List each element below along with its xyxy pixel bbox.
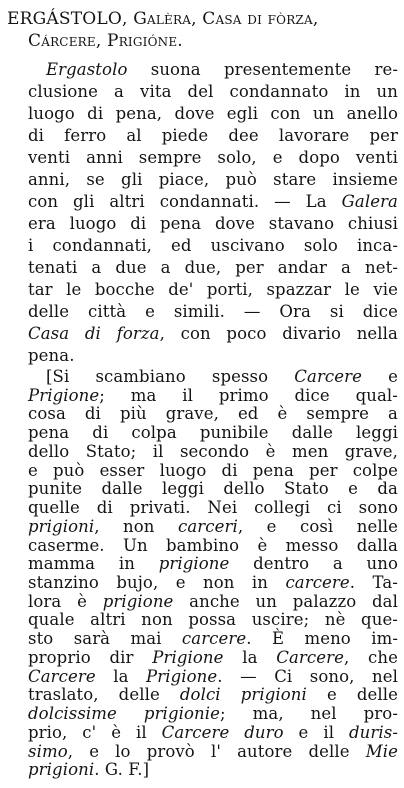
paragraph-1-line: clusione a vita del condannato in un [28,82,398,101]
paragraph-1-line: era luogo di pena dove stavano chiusi [28,214,398,233]
entry-heading-line-2: Cárcere, Prigióne. [28,31,183,51]
paragraph-2-line: traslato, delle dolci prigioni e delle [28,685,399,704]
paragraph-2-line: Carcere la Prigione. — Ci sono, nel [28,667,398,686]
paragraph-2-line: punite dalle leggi dello Stato e da [28,479,398,498]
paragraph-2-line: simo, e lo provò l' autore delle Mie [28,742,398,761]
paragraph-2-line: pena di colpa punibile dalle leggi [28,423,398,442]
paragraph-2-line: lora è prigione anche un palazzo dal [28,592,398,611]
paragraph-1-line: Ergastolo suona presentemente re- [46,60,398,79]
paragraph-1-line: di ferro al piede dee lavorare per [28,126,398,145]
paragraph-2-line: prigioni, non carceri, e così nelle [28,517,398,536]
paragraph-2-line: quelle di privati. Nei collegi ci sono [28,498,398,517]
paragraph-1-line: anni, se gli piace, può stare insieme [28,170,398,189]
paragraph-1-line: Casa di forza, con poco divario nella [28,324,398,343]
paragraph-2-line: [Si scambiano spesso Carcere e [46,367,398,386]
paragraph-1-line: con gli altri condannati. — La Galera [28,192,398,211]
paragraph-2-line: dello Stato; il secondo è men grave, [28,442,398,461]
paragraph-1-line: tenati a due a due, per andar a net- [28,258,398,277]
entry-heading-line-1: ERGÁSTOLO, Galèra, Casa di fòrza, [7,9,319,29]
paragraph-1-line: i condannati, ed uscivano solo inca- [28,236,398,255]
paragraph-2-line: sto sarà mai carcere. È meno im- [28,629,398,648]
paragraph-1-line: venti anni sempre solo, e dopo venti [28,148,398,167]
paragraph-2-line: quale altri non possa uscire; nè que- [28,610,398,629]
paragraph-2-line: caserme. Un bambino è messo dalla [28,536,398,555]
paragraph-1-line: pena. [28,346,75,365]
paragraph-2-line: Prigione; ma il primo dice qual- [28,386,398,405]
paragraph-2-line: proprio dir Prigione la Carcere, che [28,648,398,667]
paragraph-2-line: cosa di più grave, ed è sempre a [28,404,398,423]
paragraph-1-line: tar le bocche de' porti, spazzar le vie [28,280,398,299]
paragraph-2-line: dolcissime prigionie; ma, nel pro- [28,704,398,723]
paragraph-1-line: delle città e simili. — Ora si dice [28,302,398,321]
paragraph-2-line: stanzino bujo, e non in carcere. Ta- [28,573,398,592]
paragraph-2-line: prigioni. G. F.] [28,760,150,779]
paragraph-1-line: luogo di pena, dove egli con un anello [28,104,398,123]
paragraph-2-line: e può esser luogo di pena per colpe [28,461,398,480]
paragraph-2-line: mamma in prigione dentro a uno [28,554,399,573]
paragraph-2-line: prio, c' è il Carcere duro e il duris- [28,723,398,742]
